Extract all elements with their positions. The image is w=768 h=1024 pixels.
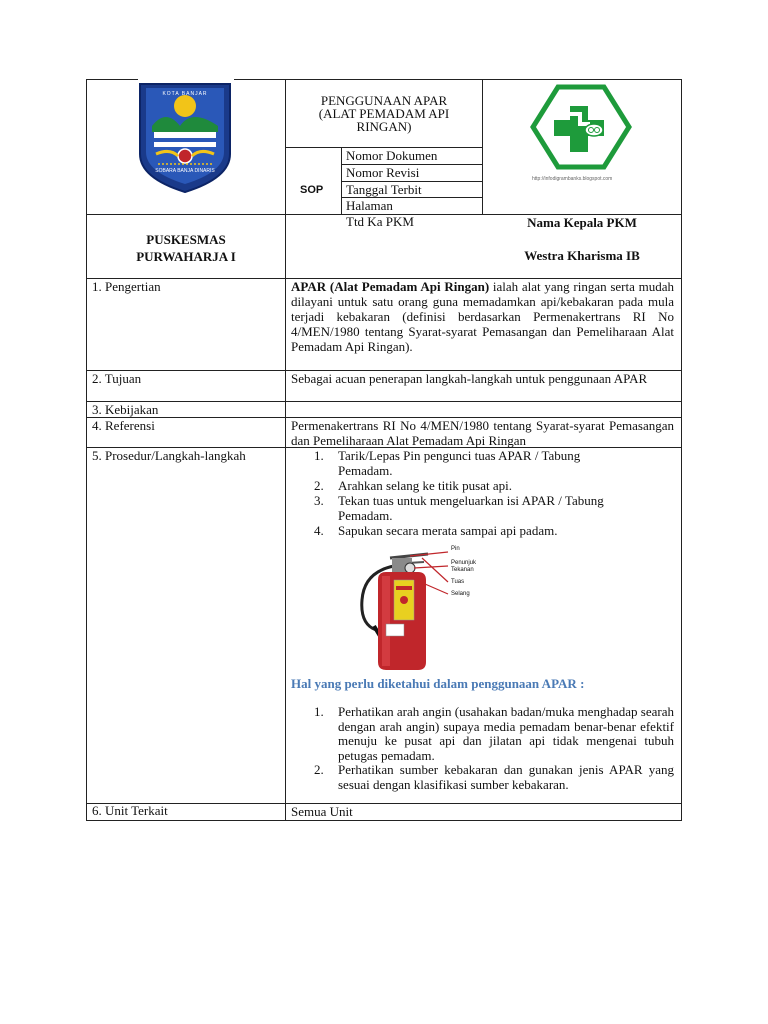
organization-name [87,231,285,265]
note-item [314,705,674,763]
fire-extinguisher-diagram [350,546,490,674]
note-number: 1. [314,704,324,719]
note-text: Perhatikan sumber kebakaran dan gunakan jenis APAR yang sesuai dengan klasifikasi sumber kebakaran. [338,762,674,792]
note-text: Perhatikan arah angin (usahakan badan/muka menghadap searah dengan arah angin) supaya media pemadam benar-benar efektif menuju ke pusat api dan jilatan api tidak mengenai tubuh petugas pemadam. [338,704,674,763]
step-text-cont: Pemadam. [338,463,393,478]
diagram-label-pin: Pin [451,546,460,552]
meta-tanggal-terbit: Tanggal Terbit [346,182,422,197]
org-line: PUSKESMAS [146,232,226,247]
notes-heading: Hal yang perlu diketahui dalam penggunaan APAR : [291,676,585,691]
head-of-pkm [483,215,681,263]
note-item [314,763,674,792]
label-prosedur: 5. Prosedur/Langkah-langkah [92,448,246,463]
sop-label: SOP [300,184,324,196]
notes-list [314,705,674,792]
procedure-steps [314,448,674,538]
step-text: Tekan tuas untuk mengeluarkan isi APAR / Tabung [338,493,604,508]
health-ministry-logo [528,84,634,180]
title-line: RINGAN) [356,119,412,134]
label-kebijakan: 3. Kebijakan [92,402,159,417]
step-item [314,478,674,493]
step-number: 3. [314,493,324,508]
diagram-label-penunjuk: Penunjuk [451,560,477,566]
label-tujuan: 2. Tujuan [92,371,142,386]
text-tujuan: Sebagai acuan penerapan langkah-langkah untuk penggunaan APAR [291,371,648,386]
head-name: Westra Kharisma IB [524,248,640,263]
step-number: 2. [314,478,324,493]
step-text: Arahkan selang ke titik pusat api. [338,478,513,493]
head-title: Nama Kepala PKM [527,215,637,230]
pengertian-bold-lead: APAR (Alat Pemadam Api Ringan) [291,279,490,294]
label-unit-terkait: 6. Unit Terkait [92,803,168,818]
text-referensi: Permenakertrans RI No 4/MEN/1980 tentang Syarat-syarat Pemasangan dan Pemeliharaan Alat Pemadam Api Ringan [291,418,674,448]
city-emblem-logo [136,82,234,194]
step-text: Sapukan secara merata sampai api padam. [338,523,558,538]
document-title [286,94,482,133]
emblem-top-text: KOTA BANJAR [162,91,208,97]
step-text: Tarik/Lepas Pin pengunci tuas APAR / Tabung [338,448,581,463]
step-number: 1. [314,448,324,463]
step-item [314,493,674,523]
text-unit-terkait: Semua Unit [291,804,353,819]
title-line: (ALAT PEMADAM API [318,106,450,121]
step-text-cont: Pemadam. [338,508,393,523]
meta-halaman: Halaman [346,198,393,213]
step-item [314,523,674,538]
meta-ttd-ka-pkm: Ttd Ka PKM [346,214,414,229]
diagram-label-selang: Selang [451,591,470,597]
org-line: PURWAHARJA I [136,249,236,264]
note-number: 2. [314,762,324,777]
title-line: PENGGUNAAN APAR [320,93,448,108]
label-pengertian: 1. Pengertian [92,279,161,294]
pengertian-rest: ialah alat yang ringan serta mudah dilayani untuk satu orang guna memadamkan api/kebakaran pada mula terjadi kebakaran (definisi berdasarkan Permenakertrans RI No 4/MEN/1980 tentang Syarat-syarat Pemasangan dan Pemeliharaan Alat Pemadam Api Ringan). [291,279,675,354]
diagram-label-tekanan: Tekanan [451,567,474,573]
diagram-label-tuas: Tuas [451,579,465,585]
logo-url-text: http://infodigrambanks.blogspot.com [532,176,613,182]
meta-nomor-dokumen: Nomor Dokumen [346,148,438,163]
emblem-bottom-text: SOBARA BANJA DINARIS [155,168,215,174]
step-number: 4. [314,523,324,538]
step-item [314,448,674,478]
text-pengertian [291,279,674,354]
label-referensi: 4. Referensi [92,418,155,433]
meta-nomor-revisi: Nomor Revisi [346,165,420,180]
